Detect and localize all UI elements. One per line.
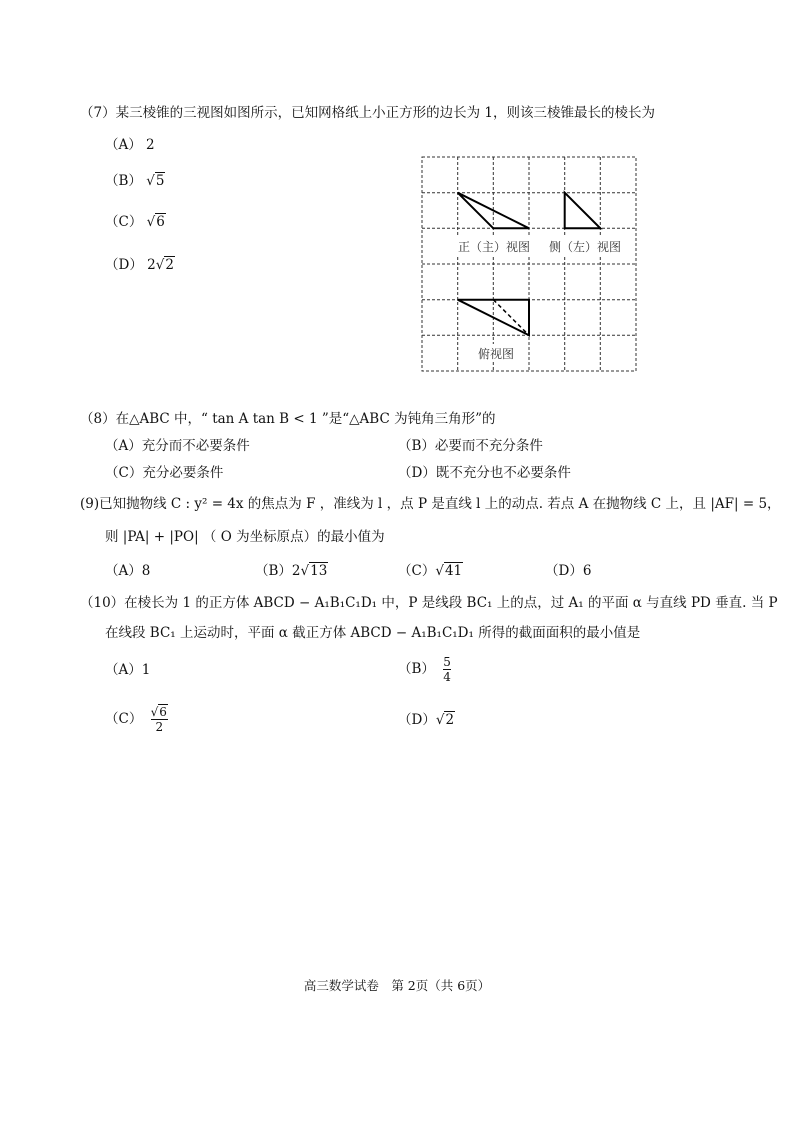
numerator: 6: [159, 705, 167, 719]
q9-option-c: [398, 562, 463, 580]
option-text: 充分必要条件: [142, 465, 224, 481]
fraction: [443, 655, 451, 684]
q9-stem-line1: (9)已知抛物线 C : y² = 4x 的焦点为 F ，准线为 l ，点 P 是直线 l 上的动点. 若点 A 在抛物线 C 上，且 |AF| = 5，: [80, 496, 781, 512]
q10-option-d: [398, 711, 455, 729]
fraction: [151, 705, 168, 734]
sqrt: √6: [150, 705, 167, 719]
sqrt: √2: [155, 257, 174, 273]
q7-stem: （7）某三棱锥的三视图如图所示，已知网格纸上小正方形的边长为 1，则该三棱锥最长的棱长为: [80, 105, 655, 121]
option-label: （C）: [105, 465, 143, 481]
front-view-label: 正（主）视图: [457, 240, 531, 254]
q10-option-c: [105, 705, 168, 734]
option-label: （B）: [398, 438, 435, 454]
option-text: 2: [146, 137, 155, 153]
numerator: 5: [443, 655, 451, 669]
option-label: （D）: [398, 712, 436, 728]
option-label: （A）: [105, 137, 142, 153]
q10-option-b: [398, 655, 451, 684]
coefficient: 2: [147, 257, 156, 273]
q8-stem: （8）在△ABC 中，“ tan A tan B < 1 ”是“△ABC 为钝角三角形”的: [80, 411, 496, 427]
radicand: 6: [156, 214, 165, 230]
q8-option-c: [105, 464, 223, 482]
radicand: 2: [165, 257, 174, 273]
option-label: （C）: [105, 214, 143, 230]
option-label: （C）: [398, 563, 436, 579]
sqrt: √41: [435, 563, 463, 579]
option-label: （A）: [105, 662, 142, 678]
q9-option-b: [255, 562, 328, 580]
coefficient: 2: [291, 563, 301, 579]
option-label: （D）: [545, 563, 583, 579]
option-text: 6: [582, 563, 592, 579]
q7-option-a: [105, 136, 155, 154]
option-label: （A）: [105, 563, 142, 579]
three-view-figure: [420, 155, 640, 375]
q10-stem-line1: （10）在棱长为 1 的正方体 ABCD − A₁B₁C₁D₁ 中，P 是线段 BC₁ 上的点，过 A₁ 的平面 α 与直线 PD 垂直. 当 P: [80, 595, 778, 611]
q9-stem-line2: 则 |PA| + |PO| （ O 为坐标原点）的最小值为: [105, 529, 385, 545]
option-text: 必要而不充分条件: [434, 438, 543, 454]
sqrt: √2: [435, 712, 455, 728]
radicand: 5: [155, 173, 165, 189]
side-view-triangle: [565, 193, 601, 229]
denominator: 2: [155, 720, 164, 734]
grid: [422, 157, 636, 371]
q9-option-d: [545, 562, 591, 580]
radicand: 2: [445, 712, 455, 728]
side-view-label: 侧（左）视图: [548, 240, 622, 254]
q10-option-a: [105, 661, 150, 679]
option-label: （B）: [255, 563, 292, 579]
option-text: 1: [141, 662, 151, 678]
option-label: （B）: [105, 173, 142, 189]
q8-option-d: [398, 464, 571, 482]
option-label: （A）: [105, 438, 142, 454]
sqrt: √5: [146, 173, 165, 189]
q7-option-b: [105, 172, 165, 190]
top-view-label: 俯视图: [477, 347, 515, 361]
denominator: 4: [443, 670, 451, 684]
q7-option-c: [105, 213, 166, 231]
q8-option-a: [105, 437, 250, 455]
option-text: 8: [141, 563, 151, 579]
option-text: 既不充分也不必要条件: [435, 465, 571, 481]
q7-option-d: [105, 256, 175, 274]
sqrt: √6: [146, 214, 165, 230]
option-label: （C）: [105, 711, 143, 727]
option-label: （B）: [398, 661, 435, 677]
q10-stem-line2: 在线段 BC₁ 上运动时，平面 α 截正方体 ABCD − A₁B₁C₁D₁ 所得的截面面积的最小值是: [105, 625, 641, 641]
radicand: 13: [310, 563, 328, 579]
top-view-hidden-edge: [493, 300, 529, 336]
option-text: 充分而不必要条件: [141, 438, 250, 454]
radicand: 41: [444, 563, 463, 579]
q9-option-a: [105, 562, 150, 580]
page-footer: 高三数学试卷 第 2页（共 6页）: [303, 978, 491, 993]
option-label: （D）: [398, 465, 436, 481]
sqrt: √13: [300, 563, 328, 579]
option-label: （D）: [105, 257, 143, 273]
q8-option-b: [398, 437, 543, 455]
